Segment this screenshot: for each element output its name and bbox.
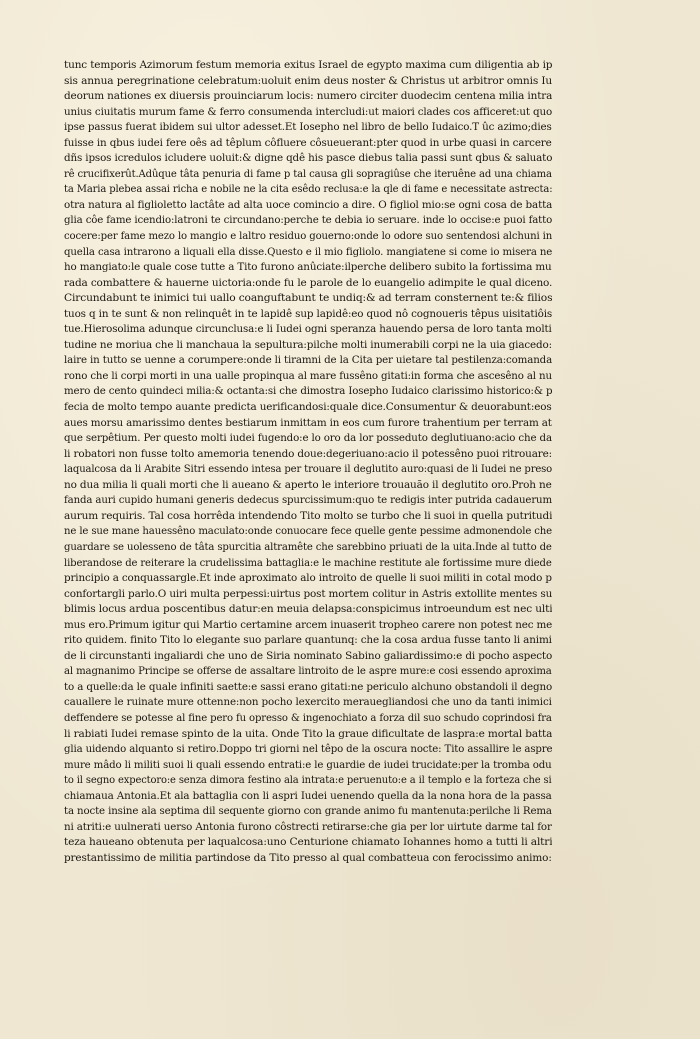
text-line: cocere:per fame mezo lo mangio e laltro residuo gouerno:onde lo odore suo sentendosi alchuni in bbox=[64, 230, 552, 243]
text-line: aues morsu amarissimo dentes bestiarum inmittam in eos cum furore trahentium per terram at bbox=[64, 416, 552, 429]
text-line: teza haueano obtenuta per laqualcosa:uno Centurione chiamato Iohannes homo a tutti li altri bbox=[64, 836, 552, 849]
text-line: fuisse in qbus iudei fere oês ad têplum côfluere côsueuerant:pter quod in urbe quasi in carcere bbox=[64, 136, 552, 149]
text-line: fanda auri cupido humani generis dedecus spurcissimum:quo te redigis inter putrida cadauerum bbox=[64, 494, 552, 507]
text-line: ta nocte insine ala septima dil sequente giorno con grande animo fu mantenuta:perilche li Rema bbox=[64, 805, 552, 818]
text-line: ho mangiato:le quale cose tutte a Tito furono anûciate:ilperche delibero subito la fortissima mu bbox=[64, 261, 552, 274]
text-line: tue.Hierosolima adunque circunclusa:e li Iudei ogni speranza hauendo persa de loro tanta molti bbox=[64, 323, 552, 336]
text-line: tunc temporis Azimorum festum memoria exitus Israel de egypto maxima cum diligentia ab ip bbox=[64, 59, 552, 71]
text-line: chiamaua Antonia.Et ala battaglia con li aspri Iudei uenendo quella da la nona hora de la passa bbox=[64, 789, 552, 802]
text-line: principio a conquassargle.Et inde aproximato alo introito de quelle li suoi militi in cotal modo p bbox=[64, 572, 552, 585]
text-line: de li circunstanti ingaliardi che uno de Siria nominato Sabino galiardissimo:e di pocho aspecto bbox=[64, 649, 552, 662]
text-line: rito quidem. finito Tito lo elegante suo parlare quantunq: che la cosa ardua fusse tanto li animi bbox=[64, 634, 552, 647]
text-line: otra natura al figlioletto lactâte ad alta uoce comincio a dire. O figliol mio:se ogni cosa de batta bbox=[64, 198, 552, 211]
text-line: tudine ne moriua che li manchaua la sepultura:pilche molti inumerabili corpi ne la uia giacedo: bbox=[64, 338, 552, 351]
text-line: ne le sue mane hauessêno maculato:onde conuocare fece quelle gente pessime admonendole che bbox=[64, 525, 552, 538]
text-line: ta Maria plebea assai richa e nobile ne la cita esêdo reclusa:e la qle di fame e necessitate astrecta: bbox=[64, 183, 552, 196]
text-line: to a quelle:da le quale infiniti saette:e sassi erano gitati:ne periculo alchuno obstandoli il degno bbox=[64, 680, 552, 693]
text-line: glia uidendo alquanto si retiro.Doppo tri giorni nel têpo de la oscura nocte: Tito assallire le aspre bbox=[64, 743, 552, 756]
text-line: que serpêtium. Per questo molti iudei fugendo:e lo oro da lor posseduto deglutiuano:acio che da bbox=[64, 432, 552, 445]
text-line: unius ciuitatis murum fame & ferro consumenda intercludi:ut maiori clades cos afficeret:ut quo bbox=[64, 105, 552, 118]
text-line: tuos q in te sunt & non relinquêt in te lapidê sup lapidê:eo quod nô cognoueris têpus uisitatiôis bbox=[64, 307, 552, 320]
text-line: sis annua peregrinatione celebratum:uoluit enim deus noster & Christus ut arbitror omnis Iu bbox=[64, 74, 552, 87]
page-text-block bbox=[64, 58, 552, 866]
text-line: to il segno expectoro:e senza dimora festino ala intrata:e peruenuto:e a il templo e la forteza che si bbox=[64, 774, 552, 787]
text-line: ipse passus fuerat ibidem sui ultor adesset.Et Iosepho nel libro de bello Iudaico.T ûc azimo;dies bbox=[64, 121, 552, 134]
text-line: mus ero.Primum igitur qui Martio certamine arcem inuaserit tropheo carere non potest nec me bbox=[64, 618, 552, 631]
text-line: quella casa intrarono a liquali ella disse.Questo e il mio figliolo. mangiatene si come io misera ne bbox=[64, 245, 552, 258]
text-line: guardare se uolesseno de tâta spurcitia altramête che sarebbino priuati de la uita.Inde al tutto de bbox=[64, 540, 552, 553]
text-line: glia côe fame icendio:latroni te circundano:perche te debia io seruare. inde lo occise:e puoi fatto bbox=[64, 214, 552, 227]
text-line: rê crucifixerût.Adûque tâta penuria di fame p tal causa gli sopragiûse che iteruêne ad una chiama bbox=[64, 167, 552, 180]
text-line: laqualcosa da li Arabite Sitri essendo intesa per trouare il deglutito auro:quasi de li Iudei ne preso bbox=[64, 463, 552, 476]
text-line: deorum nationes ex diuersis prouinciarum locis: numero circiter duodecim centena milia intra bbox=[64, 90, 552, 103]
text-line: li rabiati Iudei remase spinto de la uita. Onde Tito la graue dificultate de laspra:e mortal batta bbox=[64, 727, 552, 740]
text-line: li robatori non fusse tolto amemoria tenendo doue:degeriuano:acio il potessêno puoi ritrouare: bbox=[64, 447, 552, 460]
text-line: confortargli parlo.O uiri multa perpessi:uirtus post mortem colitur in Astris extollite mentes su bbox=[64, 587, 552, 600]
text-line: laire in tutto se uenne a corumpere:onde li tiramni de la Cita per uietare tal pestilenza:comanda bbox=[64, 354, 552, 367]
text-line: al magnanimo Principe se offerse de assaltare lintroito de le aspre mure:e cosi essendo aproxima bbox=[64, 665, 552, 678]
text-line: mure mâdo li militi suoi li quali essendo entrati:e le guardie de iudei trucidate:per la tromba odu bbox=[64, 758, 552, 771]
text-line: liberandose de reiterare la crudelissima battaglia:e le machine restitute ale fortissime mure diede bbox=[64, 556, 552, 569]
text-line: Circundabunt te inimici tui uallo coanguftabunt te undiq:& ad terram consternent te:& filios bbox=[64, 292, 552, 305]
text-line: no dua milia li quali morti che li aueano & aperto le interiore trouauão il deglutito oro.Proh ne bbox=[64, 478, 552, 491]
text-line: blimis locus ardua poscentibus datur:en meuia delapsa:conspicimus introeundum est nec ulti bbox=[64, 603, 552, 616]
text-line: fecia de molto tempo auante predicta uerificandosi:quale dice.Consumentur & deuorabunt:eos bbox=[64, 401, 552, 414]
text-line: rada combattere & hauerne uictoria:onde fu le parole de lo euangelio adimpite le qual diceno. bbox=[64, 276, 552, 289]
text-line: cauallere le ruinate mure ottenne:non pocho lexercito merauegliandosi che uno da tanti inimici bbox=[64, 696, 552, 709]
text-line: prestantissimo de militia partindose da Tito presso al qual combatteua con ferocissimo animo: bbox=[64, 851, 552, 864]
text-line: ni atriti:e uulnerati uerso Antonia furono côstrecti retirarse:che gia per lor uirtute darme tal for bbox=[64, 820, 552, 833]
text-line: deffendere se potesse al fine pero fu opresso & ingenochiato a forza dil suo schudo coprindosi fra bbox=[64, 711, 552, 724]
text-line: mero de cento quindeci milia:& octanta:si che dimostra Iosepho Iudaico clarissimo historico:& p bbox=[64, 385, 552, 398]
text-line: dñs ipsos icredulos icludere uoluit:& digne qdê his pasce diebus talia passi sunt qbus & saluato bbox=[64, 152, 552, 165]
text-line: rono che li corpi morti in una ualle propinqua al mare fussêno gitati:in forma che ascesêno al nu bbox=[64, 369, 552, 382]
text-line: aurum requiris. Tal cosa horrêda intendendo Tito molto se turbo che li suoi in quella putritudi bbox=[64, 509, 552, 522]
